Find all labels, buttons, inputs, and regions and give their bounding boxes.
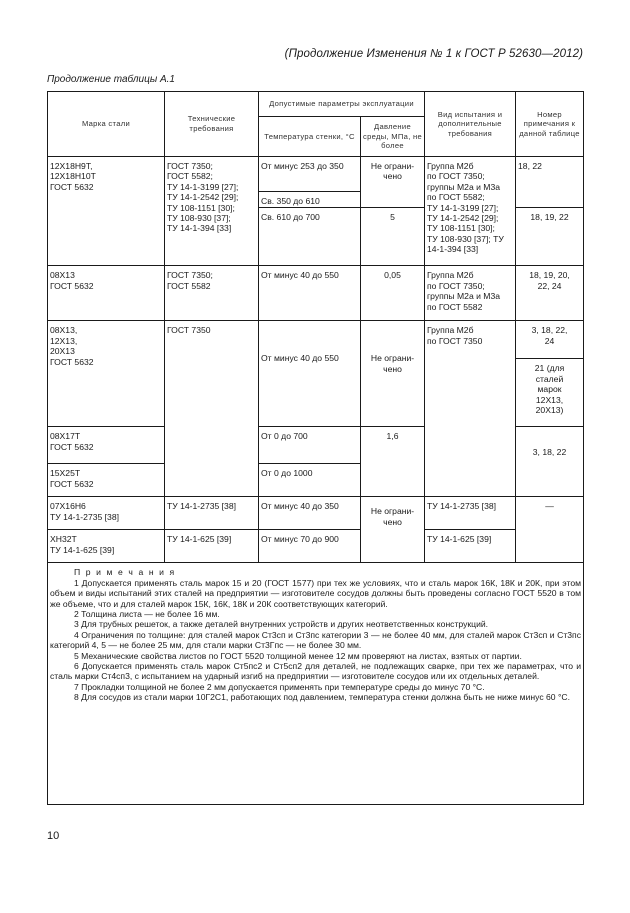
cell-temp: От минус 253 до 350 [259, 157, 361, 192]
header-test-type: Вид испытания и дополнительные требования [425, 92, 516, 157]
cell-test: Группа М2б по ГОСТ 7350; группы М2а и М3а по ГОСТ 5582 [425, 266, 516, 321]
cell-grade: 08Х13 ГОСТ 5632 [48, 266, 165, 321]
cell-test: ТУ 14-1-625 [39] [425, 530, 516, 563]
cell-tech: ГОСТ 7350; ГОСТ 5582; ТУ 14-1-3199 [27]; ТУ 14-1-2542 [29]; ТУ 108-1151 [30]; ТУ 108-930 [37]; ТУ 14-1-394 [33] [165, 157, 259, 266]
cell-tech: ГОСТ 7350 [165, 321, 259, 497]
cell-notes: — [516, 497, 584, 563]
cell-notes: 21 (для сталей марок 12Х13, 20Х13) [516, 359, 584, 427]
header-note-number: Номер примечания к данной таблице [516, 92, 584, 157]
note-2: 2 Толщина листа — не более 16 мм. [74, 609, 220, 620]
header-tech-requirements: Технические требования [165, 92, 259, 157]
cell-tech: ТУ 14-1-2735 [38] [165, 497, 259, 530]
cell-grade: 08Х13, 12Х13, 20Х13 ГОСТ 5632 [48, 321, 165, 427]
cell-notes: 18, 19, 20, 22, 24 [516, 266, 584, 321]
cell-temp: От 0 до 700 [259, 427, 361, 464]
cell-grade: 08Х17Т ГОСТ 5632 [48, 427, 165, 464]
cell-temp: От 0 до 1000 [259, 464, 361, 497]
cell-grade: 12Х18Н9Т, 12Х18Н10Т ГОСТ 5632 [48, 157, 165, 266]
cell-pressure: 1,6 [361, 427, 425, 497]
cell-temp: От минус 40 до 550 [259, 321, 361, 427]
cell-grade: ХН32Т ТУ 14-1-625 [39] [48, 530, 165, 563]
cell-notes: 18, 19, 22 [516, 208, 584, 266]
cell-grade: 15Х25Т ГОСТ 5632 [48, 464, 165, 497]
cell-notes: 3, 18, 22 [516, 427, 584, 497]
note-4: 4 Ограничения по толщине: для сталей марок Ст3сп и Ст3пс категории 3 — не более 40 мм, для сталей марок Ст3сп и Ст3пс категорий 4, 5 — не более 25 мм, для стали марки Ст3Гпс — не более 30 мм. [50, 629, 582, 651]
cell-temp: От минус 40 до 350 [259, 497, 361, 530]
steel-grades-table [47, 91, 584, 805]
note-5: 5 Механические свойства листов по ГОСТ 5520 толщиной менее 12 мм проверяют на листах, взятых от партии. [74, 650, 522, 661]
cell-pressure: Не ограни- чено [361, 497, 425, 563]
cell-pressure: 5 [361, 208, 425, 266]
page-header: (Продолжение Изменения № 1 к ГОСТ Р 52630—2012) [284, 48, 583, 60]
notes-block [48, 563, 584, 805]
cell-temp: От минус 40 до 550 [259, 266, 361, 321]
cell-pressure: Не ограни- чено [361, 157, 425, 208]
cell-grade: 07Х16Н6 ТУ 14-1-2735 [38] [48, 497, 165, 530]
cell-tech: ТУ 14-1-625 [39] [165, 530, 259, 563]
note-7: 7 Прокладки толщиной не более 2 мм допускается применять при температуре среды до минус 70 °С. [74, 681, 485, 692]
cell-test: Группа М2б по ГОСТ 7350; группы М2а и М3а по ГОСТ 5582; ТУ 14-1-3199 [27]; ТУ 14-1-2542 [29]; ТУ 108-1151 [30]; ТУ 108-930 [37]; ТУ 14-1-394 [33] [425, 157, 516, 266]
cell-notes: 3, 18, 22, 24 [516, 321, 584, 359]
header-allowed-params: Допустимые параметры эксплуатации [259, 92, 425, 117]
cell-pressure: Не ограни- чено [361, 321, 425, 427]
cell-test: ТУ 14-1-2735 [38] [425, 497, 516, 530]
header-pressure: Давление среды, МПа, не более [361, 117, 425, 157]
note-3: 3 Для трубных решеток, а также деталей внутренних устройств и других неответственных конструкций. [74, 619, 489, 630]
notes-title: П р и м е ч а н и я [74, 567, 176, 578]
cell-tech: ГОСТ 7350; ГОСТ 5582 [165, 266, 259, 321]
page-number: 10 [47, 830, 60, 842]
header-wall-temperature: Температура стенки, °С [259, 117, 361, 157]
cell-temp: Св. 610 до 700 [259, 208, 361, 266]
cell-temp: От минус 70 до 900 [259, 530, 361, 563]
cell-notes: 18, 22 [516, 157, 584, 208]
note-1: 1 Допускается применять сталь марок 15 и 20 (ГОСТ 1577) при тех же условиях, что и сталь марок 16К, 18К и 20К, при этом объем и виды испытаний этих сталей на предприятии — изготовителе сосудов должны быть проведены согласно ГОСТ 5520 в том же объеме, что и для сталей марок 15К, 16К, 18К и 20К соответствующих категорий. [50, 577, 582, 609]
cell-test: Группа М2б по ГОСТ 7350 [425, 321, 516, 497]
note-6: 6 Допускается применять сталь марок Ст5пс2 и Ст5сп2 для деталей, не подлежащих сварке, при тех же параметрах, что и сталь марки Ст4сп3, с испытанием на ударный изгиб на предприятии — изготовителе сосудов или их отдельных деталей. [50, 661, 582, 682]
cell-temp: Св. 350 до 610 [259, 192, 361, 208]
header-grade: Марка стали [48, 92, 165, 157]
cell-pressure: 0,05 [361, 266, 425, 321]
table-caption: Продолжение таблицы А.1 [47, 74, 175, 85]
note-8: 8 Для сосудов из стали марки 10Г2С1, работающих под давлением, температура стенки должна быть не ниже минус 60 °С. [74, 692, 570, 703]
